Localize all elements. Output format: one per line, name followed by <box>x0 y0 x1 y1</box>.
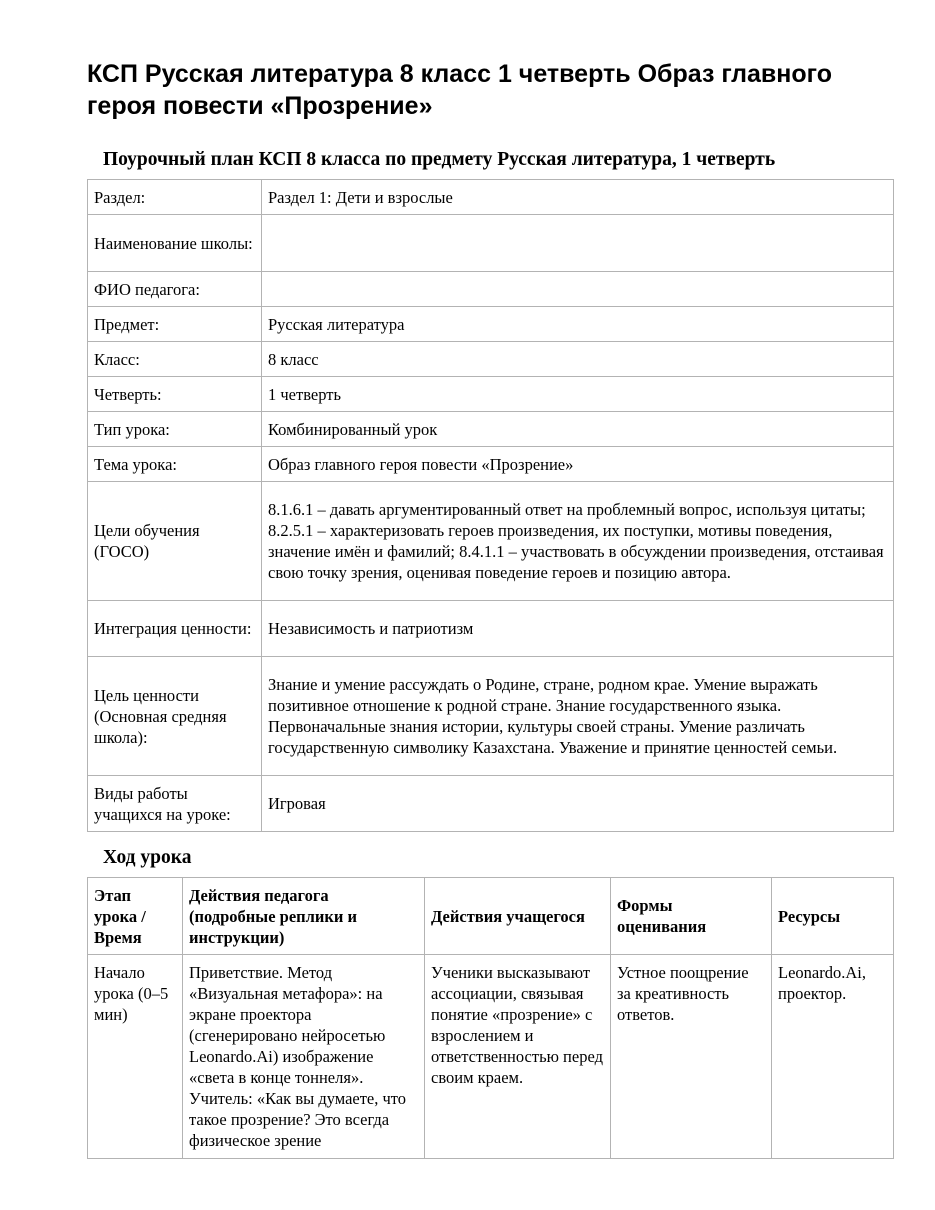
info-value: Раздел 1: Дети и взрослые <box>262 180 894 215</box>
header-student-actions: Действия учащегося <box>425 878 611 955</box>
info-label: Наименование школы: <box>88 215 262 272</box>
page-title: КСП Русская литература 8 класс 1 четверть Образ главного героя повести «Прозрение» <box>87 60 832 120</box>
info-row-topic <box>88 447 894 482</box>
info-label: Четверть: <box>88 377 262 412</box>
info-row-value-integration <box>88 601 894 657</box>
info-row-subject <box>88 307 894 342</box>
info-value <box>262 272 894 307</box>
info-row-quarter <box>88 377 894 412</box>
lesson-info-table <box>87 179 894 832</box>
resources-cell: Leonardo.Ai, проектор. <box>772 955 894 1159</box>
info-value: 1 четверть <box>262 377 894 412</box>
info-label: ФИО педагога: <box>88 272 262 307</box>
info-value: Знание и умение рассуждать о Родине, стране, родном крае. Умение выражать позитивное отношение к родной стране. Знание государственного языка. Первоначальные знания истории, культуры своей страны. Умение различать государственную символику Казахстана. Уважение и принятие ценностей семьи. <box>262 657 894 776</box>
info-label: Класс: <box>88 342 262 377</box>
info-label: Цель ценности (Основная средняя школа): <box>88 657 262 776</box>
info-value: Игровая <box>262 776 894 832</box>
info-row-teacher <box>88 272 894 307</box>
info-value: Русская литература <box>262 307 894 342</box>
info-row-learning-goals <box>88 482 894 601</box>
info-value <box>262 215 894 272</box>
course-heading: Ход урока <box>103 847 192 868</box>
plan-heading: Поурочный план КСП 8 класса по предмету Русская литература, 1 четверть <box>103 149 776 170</box>
header-teacher-actions: Действия педагога (подробные реплики и инструкции) <box>183 878 425 955</box>
info-value: 8 класс <box>262 342 894 377</box>
info-label: Цели обучения (ГОСО) <box>88 482 262 601</box>
lesson-course-table <box>87 877 894 1159</box>
student-actions-cell: Ученики высказывают ассоциации, связывая понятие «прозрение» с взрослением и ответственностью перед своим краем. <box>425 955 611 1159</box>
info-label: Тип урока: <box>88 412 262 447</box>
teacher-actions-cell: Приветствие. Метод «Визуальная метафора»: на экране проектора (сгенерировано нейросетью Leonardo.Ai) изображение «света в конце тоннеля». Учитель: «Как вы думаете, что такое прозрение? Это всегда физическое зрение <box>183 955 425 1159</box>
info-label: Предмет: <box>88 307 262 342</box>
info-row-work-types <box>88 776 894 832</box>
table-row <box>88 955 894 1159</box>
header-resources: Ресурсы <box>772 878 894 955</box>
info-value: 8.1.6.1 – давать аргументированный ответ на проблемный вопрос, используя цитаты; 8.2.5.1 – характеризовать героев произведения, их поступки, мотивы поведения, значение имён и фамилий; 8.4.1.1 – участвовать в обсуждении произведения, отстаивая свою точку зрения, оценивая поведение героев и позицию автора. <box>262 482 894 601</box>
header-assessment: Формы оценивания <box>611 878 772 955</box>
info-row-grade <box>88 342 894 377</box>
stage-cell: Начало урока (0–5 мин) <box>88 955 183 1159</box>
lesson-header-row <box>88 878 894 955</box>
info-value: Образ главного героя повести «Прозрение» <box>262 447 894 482</box>
info-label: Тема урока: <box>88 447 262 482</box>
info-row-school <box>88 215 894 272</box>
header-stage-time: Этап урока / Время <box>88 878 183 955</box>
info-label: Интеграция ценности: <box>88 601 262 657</box>
info-row-lesson-type <box>88 412 894 447</box>
info-label: Раздел: <box>88 180 262 215</box>
info-value: Комбинированный урок <box>262 412 894 447</box>
info-row-section <box>88 180 894 215</box>
assessment-cell: Устное поощрение за креативность ответов. <box>611 955 772 1159</box>
info-label: Виды работы учащихся на уроке: <box>88 776 262 832</box>
info-value: Независимость и патриотизм <box>262 601 894 657</box>
info-row-value-goal <box>88 657 894 776</box>
